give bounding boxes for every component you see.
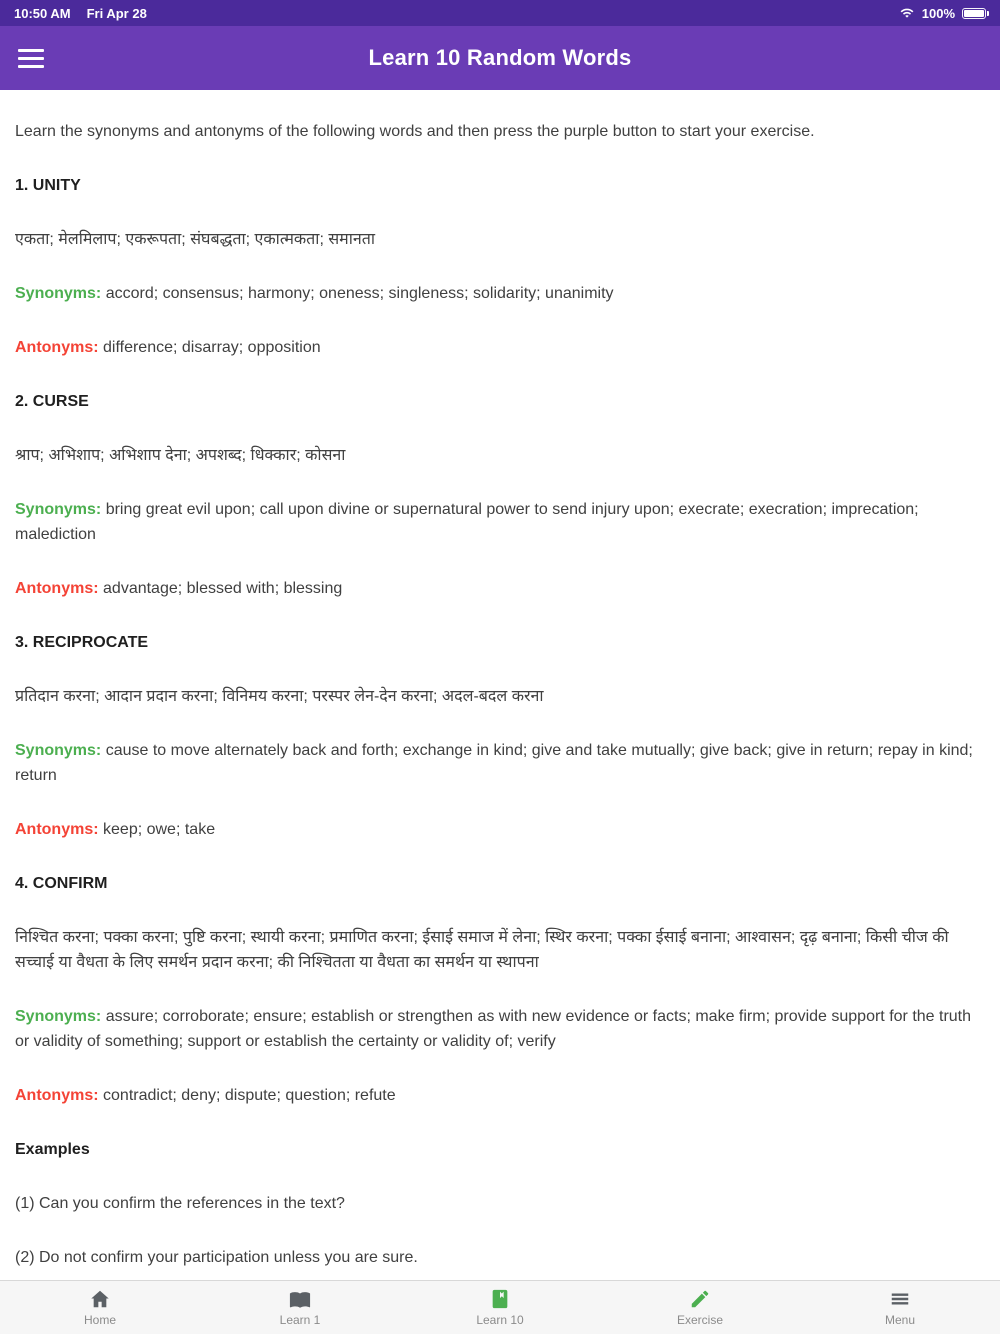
status-right	[899, 6, 986, 21]
examples-heading: Examples	[15, 1141, 90, 1158]
menu-icon	[889, 1288, 911, 1310]
word-synonyms	[15, 497, 985, 547]
battery-percent: 100%	[921, 5, 955, 21]
content-scroll-area[interactable]	[0, 90, 1000, 1280]
synonyms-label: Synonyms:	[15, 742, 102, 759]
app-bar	[0, 26, 1000, 90]
antonyms-label: Antonyms:	[15, 580, 99, 597]
status-left	[14, 6, 147, 21]
word-synonyms	[15, 281, 985, 306]
word-section	[15, 630, 985, 842]
synonyms-label: Synonyms:	[15, 501, 102, 518]
word-antonyms	[15, 1083, 985, 1108]
synonyms-text: assure; corroborate; ensure; establish or strengthen as with new evidence or facts; make firm; provide support for the truth or validity of something; support or establish the certainty or validity of; verify	[15, 1008, 972, 1050]
antonyms-text: advantage; blessed with; blessing	[103, 580, 343, 597]
page-title: Learn 10 Random Words	[368, 45, 632, 70]
synonyms-label: Synonyms:	[15, 1008, 102, 1025]
word-heading: 1. UNITY	[15, 177, 81, 194]
tab-label: Home	[83, 1313, 116, 1327]
status-date: Fri Apr 28	[86, 5, 147, 21]
antonyms-label: Antonyms:	[15, 1087, 99, 1104]
example-item: (2) Do not confirm your participation unless you are sure.	[15, 1249, 418, 1266]
synonyms-text: accord; consensus; harmony; oneness; singleness; solidarity; unanimity	[105, 285, 614, 302]
word-section	[15, 173, 985, 360]
tab-exercise[interactable]	[600, 1281, 800, 1334]
tab-label: Learn 10	[476, 1313, 524, 1327]
bottom-tab-bar	[0, 1280, 1000, 1334]
word-hindi: एकता; मेलमिलाप; एकरूपता; संघबद्धता; एकात्मकता; समानता	[15, 231, 376, 248]
synonyms-label: Synonyms:	[15, 285, 102, 302]
wifi-icon	[899, 6, 915, 20]
antonyms-label: Antonyms:	[15, 821, 99, 838]
word-section	[15, 871, 985, 1108]
word-synonyms	[15, 738, 985, 788]
book-icon	[489, 1288, 511, 1310]
word-antonyms	[15, 576, 985, 601]
example-item: (1) Can you confirm the references in the text?	[15, 1195, 345, 1212]
synonyms-text: bring great evil upon; call upon divine or supernatural power to send injury upon; execrate; execration; imprecation; malediction	[15, 501, 919, 543]
intro-text: Learn the synonyms and antonyms of the following words and then press the purple button to start your exercise.	[15, 123, 815, 140]
tab-label: Learn 1	[279, 1313, 321, 1327]
home-icon	[89, 1288, 111, 1310]
antonyms-label: Antonyms:	[15, 339, 99, 356]
battery-nub	[987, 11, 989, 16]
antonyms-text: difference; disarray; opposition	[103, 339, 321, 356]
battery-icon	[962, 8, 986, 19]
word-hindi: श्राप; अभिशाप; अभिशाप देना; अपशब्द; धिक्कार; कोसना	[15, 447, 346, 464]
word-hindi: निश्चित करना; पक्का करना; पुष्टि करना; स्थायी करना; प्रमाणित करना; ईसाई समाज में लेना; स्थिर करना; पक्का ईसाई बनाना; आश्वासन; दृढ़ बनाना; किसी चीज की सच्चाई या वैधता के लिए समर्थन प्रदान करना; की निश्चितता या वैधता का समर्थन या स्थापना	[15, 929, 949, 971]
tab-home[interactable]	[0, 1281, 200, 1334]
battery-level	[964, 10, 984, 17]
hamburger-menu-icon[interactable]	[18, 49, 44, 68]
antonyms-text: contradict; deny; dispute; question; refute	[103, 1087, 396, 1104]
tab-menu[interactable]	[800, 1281, 1000, 1334]
tab-learn-10[interactable]	[400, 1281, 600, 1334]
tab-learn-1[interactable]	[200, 1281, 400, 1334]
tab-label: Exercise	[676, 1313, 723, 1327]
status-time: 10:50 AM	[14, 5, 71, 21]
word-antonyms	[15, 817, 985, 842]
word-antonyms	[15, 335, 985, 360]
word-heading: 3. RECIPROCATE	[15, 634, 149, 651]
pencil-icon	[689, 1288, 711, 1310]
antonyms-text: keep; owe; take	[103, 821, 216, 838]
word-synonyms	[15, 1004, 985, 1054]
word-heading: 2. CURSE	[15, 393, 89, 410]
book-icon	[289, 1288, 311, 1310]
word-hindi: प्रतिदान करना; आदान प्रदान करना; विनिमय करना; परस्पर लेन-देन करना; अदल-बदल करना	[15, 688, 544, 705]
synonyms-text: cause to move alternately back and forth; exchange in kind; give and take mutually; give back; give in return; repay in kind; return	[15, 742, 973, 784]
status-bar	[0, 0, 1000, 26]
word-section	[15, 389, 985, 601]
tab-label: Menu	[884, 1313, 916, 1327]
word-heading: 4. CONFIRM	[15, 875, 108, 892]
